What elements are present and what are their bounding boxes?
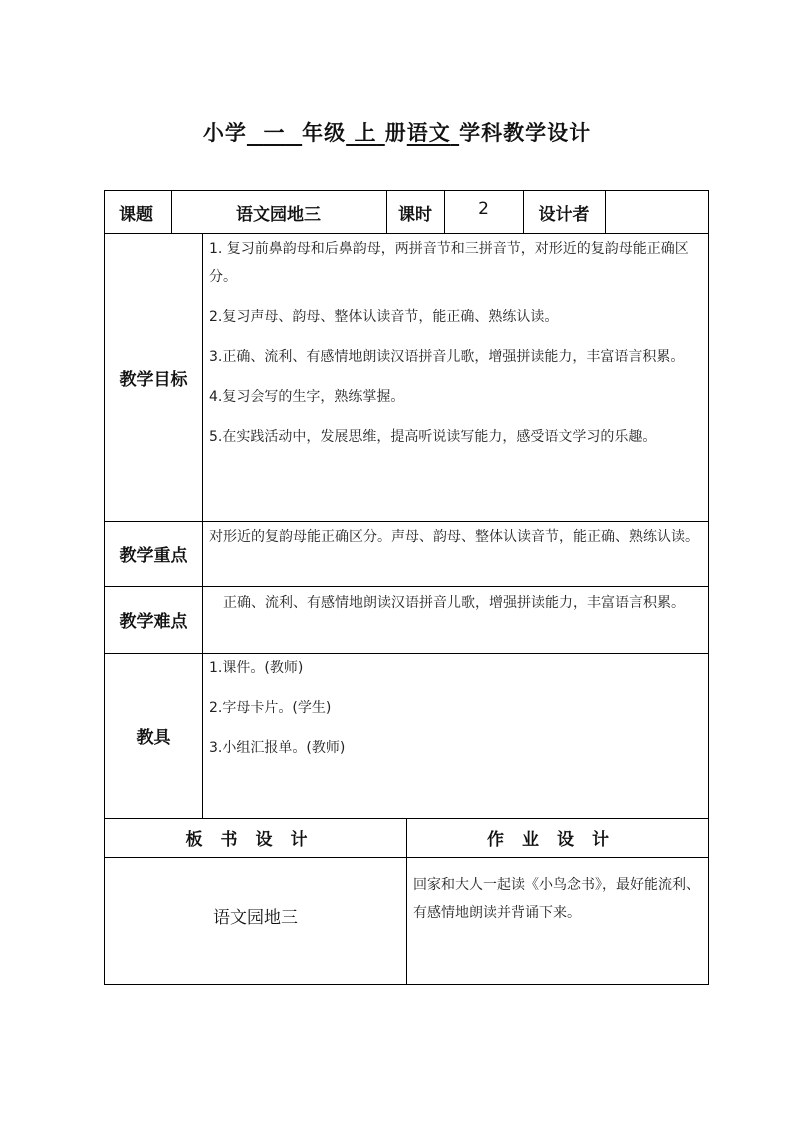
materials-label: 教具	[136, 728, 171, 748]
objective-item: 3.正确、流利、有感情地朗读汉语拼音儿歌，增强拼读能力，丰富语言积累。	[209, 349, 685, 365]
lesson-plan-table	[104, 190, 709, 985]
title-volume-suffix: 册	[384, 121, 407, 145]
key-points-text: 对形近的复韵母能正确区分。声母、韵母、整体认读音节，能正确、熟练认读。	[209, 529, 699, 545]
period-value: 2	[478, 199, 489, 219]
homework-design-header	[406, 818, 708, 857]
difficulties-label: 教学难点	[119, 612, 188, 632]
objective-item: 5.在实践活动中，发展思维，提高听说读写能力，感受语文学习的乐趣。	[209, 429, 657, 445]
difficulties-text: 正确、流利、有感情地朗读汉语拼音儿歌，增强拼读能力，丰富语言积累。	[223, 595, 685, 611]
title-subject: 语文	[406, 121, 451, 145]
objective-item: 1. 复习前鼻韵母和后鼻韵母，两拼音节和三拼音节，对形近的复韵母能正确区分。	[209, 241, 689, 285]
document-title	[0, 117, 794, 147]
homework-design-content: 回家和大人一起读《小鸟念书》，最好能流利、有感情地朗读并背诵下来。	[413, 877, 700, 921]
material-item: 1.课件。(教师)	[209, 660, 304, 676]
objectives-label: 教学目标	[119, 369, 188, 390]
board-design-content: 语文园地三	[213, 908, 298, 928]
board-design-label: 板书设计	[185, 830, 326, 850]
period-label: 课时	[398, 204, 432, 225]
objective-item: 2.复习声母、韵母、整体认读音节，能正确、熟练认读。	[209, 309, 559, 325]
materials-list	[209, 654, 703, 814]
material-item: 2.字母卡片。(学生)	[209, 700, 332, 716]
designer-value	[605, 191, 708, 233]
material-item: 3.小组汇报单。(教师)	[209, 740, 346, 756]
title-grade: 一	[263, 121, 286, 145]
title-volume: 上	[354, 121, 377, 145]
key-points-label: 教学重点	[119, 546, 188, 566]
designer-label: 设计者	[538, 204, 590, 225]
objectives-list	[209, 235, 703, 521]
board-design-header	[105, 818, 406, 857]
topic-label: 课题	[119, 204, 153, 225]
homework-design-label: 作业设计	[487, 830, 627, 850]
title-grade-suffix: 年级	[302, 121, 347, 145]
objective-item: 4.复习会写的生字，熟练掌握。	[209, 389, 405, 405]
title-suffix: 学科教学设计	[459, 121, 592, 145]
title-prefix: 小学	[202, 121, 247, 145]
topic-value: 语文园地三	[236, 204, 321, 225]
